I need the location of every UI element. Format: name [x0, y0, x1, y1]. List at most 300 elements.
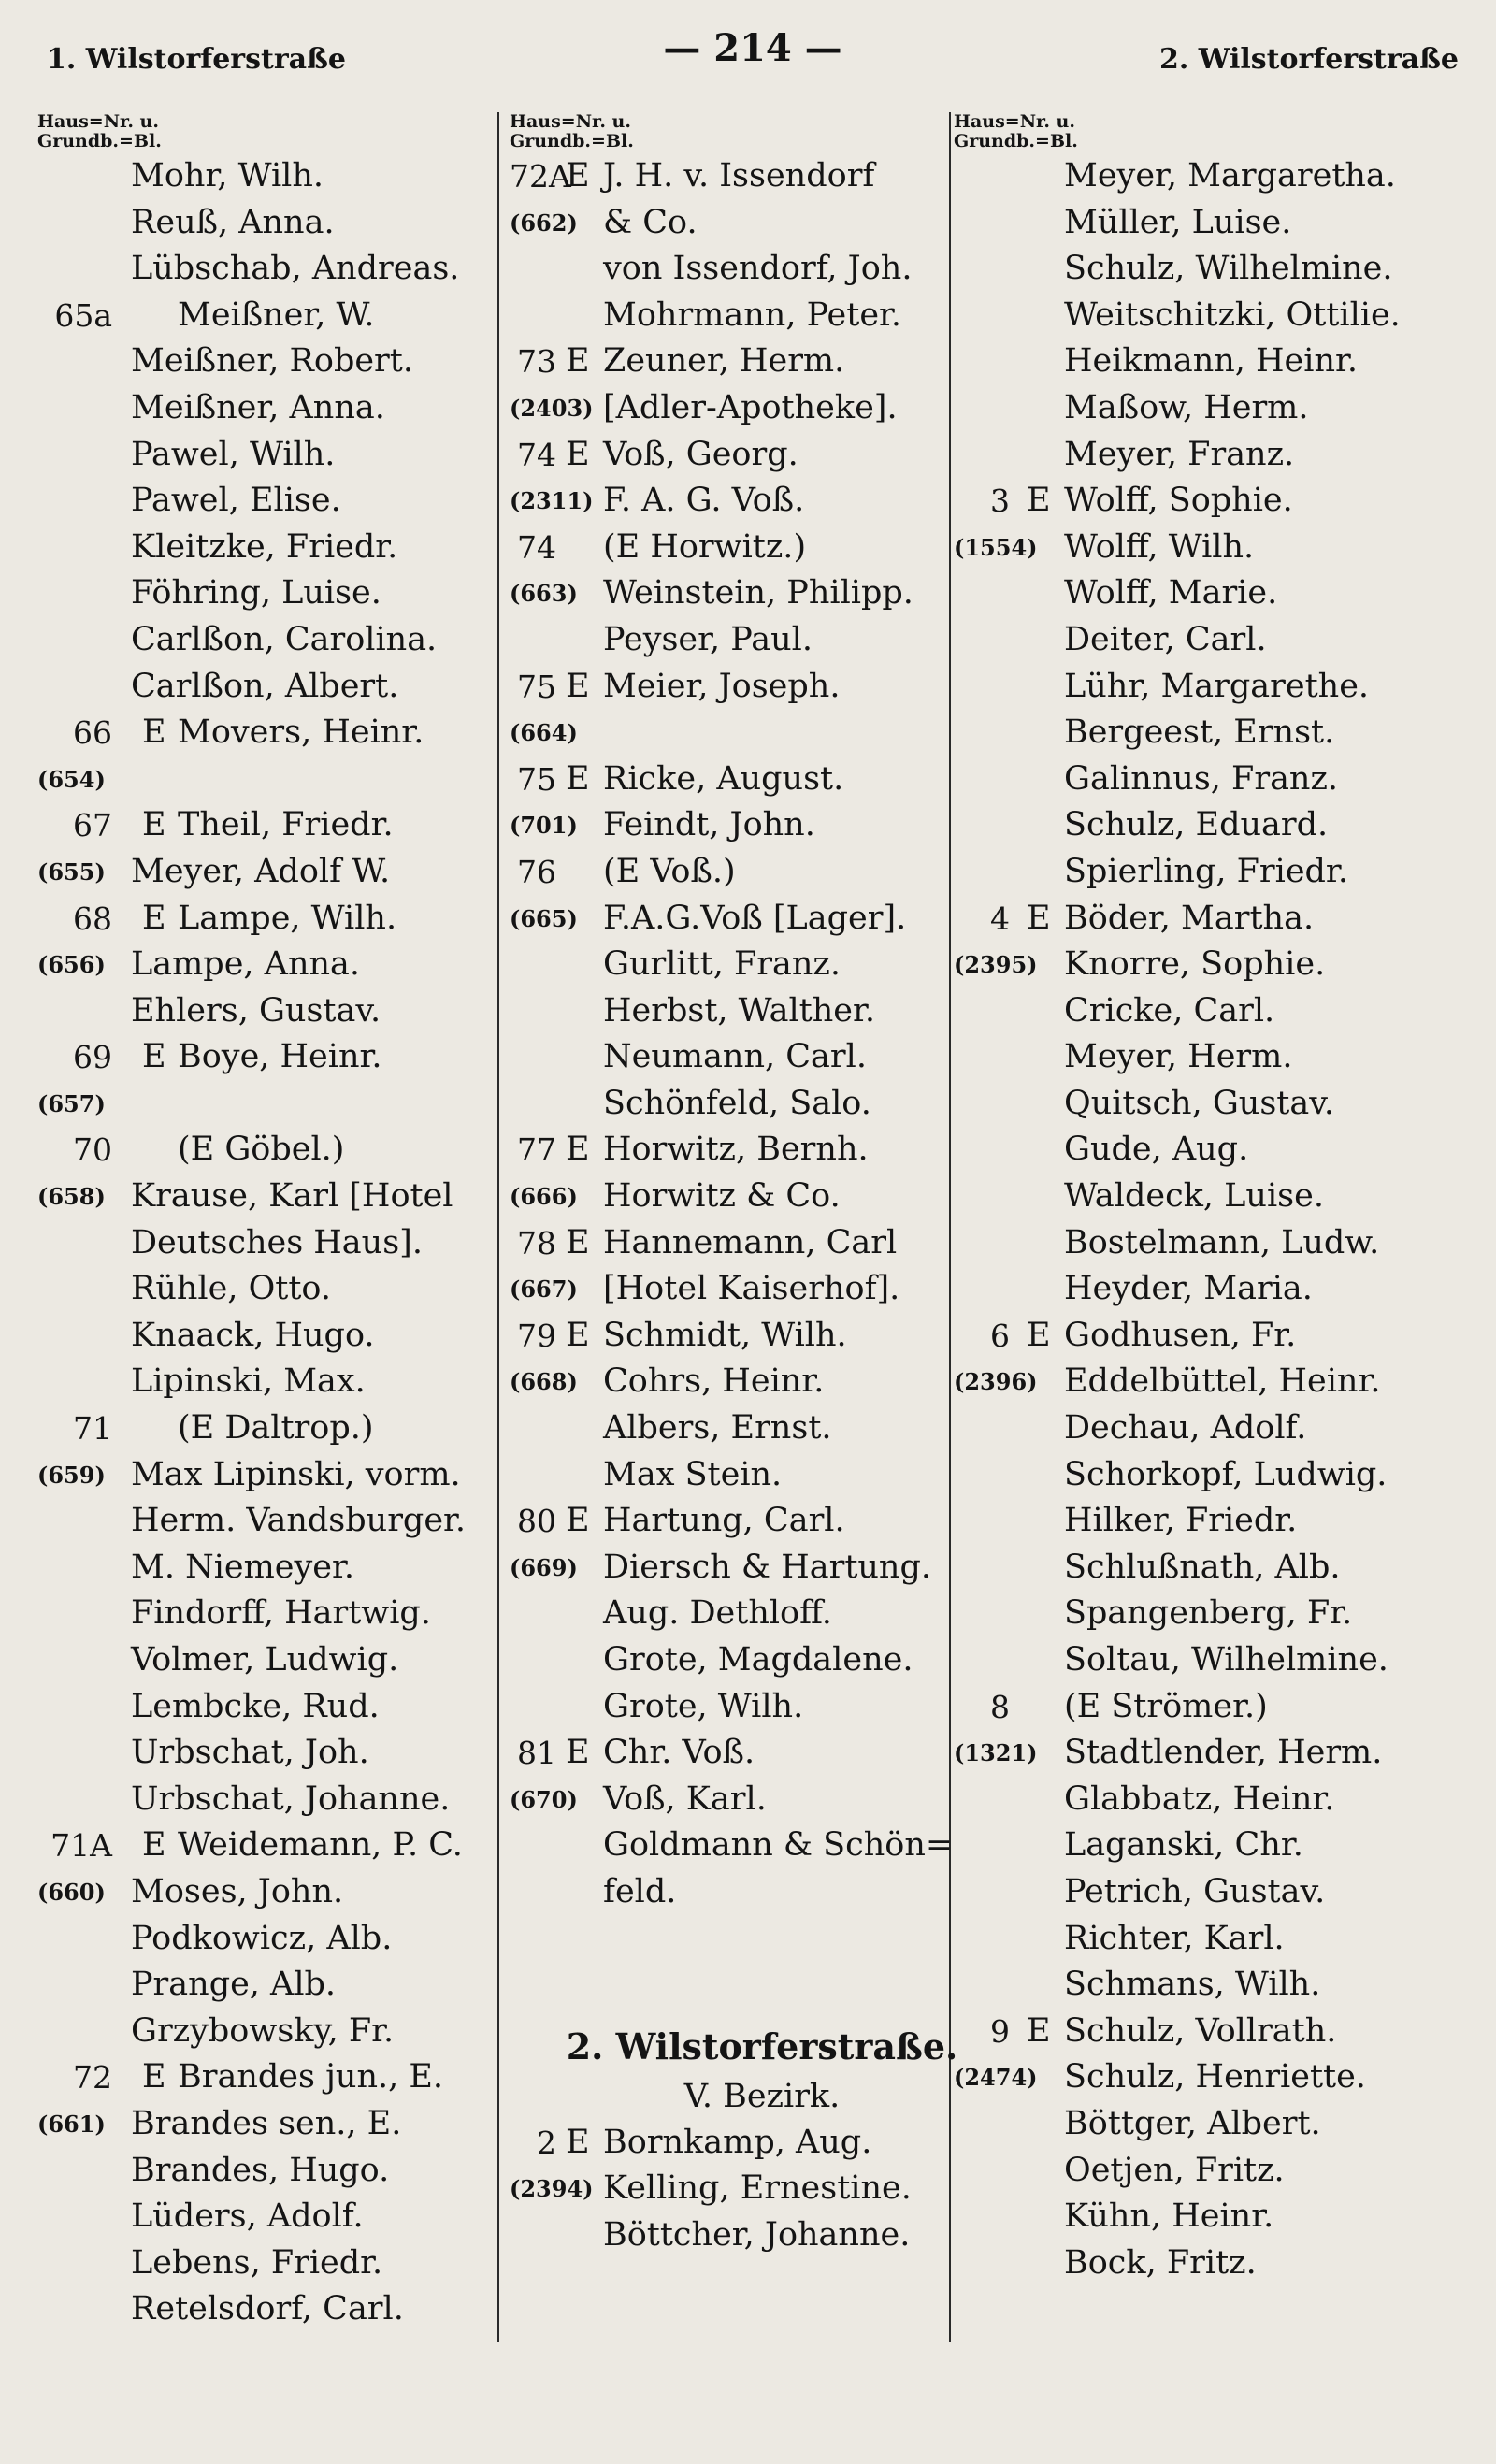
resident-name: Meißner, Robert. [131, 342, 413, 381]
owner-mark: E [142, 713, 166, 752]
resident-name: (E Göbel.) [178, 1131, 345, 1169]
directory-entry [954, 432, 1477, 479]
column-1 [37, 112, 505, 2333]
resident-name: Zeuner, Herm. [603, 342, 845, 381]
resident-name: Bornkamp, Aug. [603, 2123, 872, 2161]
directory-entry [37, 2241, 505, 2287]
resident-name: Petrich, Gustav. [1064, 1872, 1326, 1910]
resident-name: Urbschat, Joh. [131, 1734, 369, 1772]
resident-name: Schmans, Wilh. [1064, 1966, 1321, 2004]
resident-name: Grote, Magdalene. [603, 1641, 913, 1679]
directory-entry [37, 1081, 505, 1128]
owner-mark: E [1027, 482, 1051, 520]
spacer [510, 1916, 1014, 2021]
resident-name: Meißner, W. [178, 295, 375, 334]
resident-name: & Co. [603, 203, 698, 241]
resident-name: Peyser, Paul. [603, 620, 813, 658]
resident-name: Brandes sen., E. [131, 2104, 402, 2142]
directory-entry [37, 1034, 505, 1081]
owner-mark: E [142, 899, 166, 937]
resident-name: Carlßon, Albert. [131, 667, 399, 705]
directory-entry [954, 1777, 1477, 1823]
land-register-number: (666) [510, 1183, 578, 1211]
directory-entry [954, 339, 1477, 385]
resident-name: Wolff, Wilh. [1064, 527, 1255, 566]
resident-name: Meißner, Anna. [131, 388, 385, 426]
directory-entry [954, 1962, 1477, 2009]
resident-name: Pawel, Wilh. [131, 435, 336, 473]
directory-entry [510, 1359, 1014, 1405]
resident-name: Eddelbüttel, Heinr. [1064, 1362, 1381, 1401]
directory-entry [37, 1545, 505, 1592]
resident-name: Urbschat, Johanne. [131, 1780, 451, 1818]
directory-entry [510, 1452, 1014, 1499]
resident-name: Knaack, Hugo. [131, 1316, 375, 1354]
directory-entry [954, 293, 1477, 339]
directory-entry [37, 2101, 505, 2148]
directory-entry [37, 570, 505, 617]
directory-entry [954, 153, 1477, 200]
resident-name: Galinnus, Franz. [1064, 759, 1339, 798]
resident-name: Weitschitzki, Ottilie. [1064, 295, 1401, 334]
land-register-number: (2311) [510, 487, 594, 515]
resident-name: Herbst, Walther. [603, 991, 875, 1030]
house-number: 77 [517, 1131, 556, 1169]
directory-entry [954, 988, 1477, 1035]
owner-mark: E [566, 1734, 590, 1772]
house-number: 80 [517, 1503, 556, 1540]
directory-entry [37, 1591, 505, 1637]
directory-entry [510, 1313, 1014, 1360]
house-number: 2 [537, 2124, 556, 2161]
directory-entry [510, 664, 1014, 711]
owner-mark: E [566, 342, 590, 381]
directory-entry [954, 1916, 1477, 1963]
resident-name: Oetjen, Fritz. [1064, 2151, 1285, 2189]
land-register-number: (2395) [954, 951, 1038, 979]
directory-entry [37, 1684, 505, 1731]
directory-entry [954, 1823, 1477, 1869]
house-number: 75 [517, 668, 556, 705]
resident-name: Schulz, Eduard. [1064, 806, 1329, 844]
resident-name: Neumann, Carl. [603, 1038, 867, 1076]
owner-mark: E [566, 1502, 590, 1540]
resident-name: Prange, Alb. [131, 1966, 337, 2004]
column-2 [510, 112, 1014, 2258]
directory-entry [954, 942, 1477, 988]
land-register-number: (669) [510, 1553, 578, 1581]
directory-entry [510, 1174, 1014, 1220]
land-register-number: (665) [510, 904, 578, 932]
directory-entry [510, 293, 1014, 339]
resident-name: Kleitzke, Friedr. [131, 527, 398, 566]
resident-name: Schulz, Vollrath. [1064, 2011, 1337, 2050]
directory-entry [954, 664, 1477, 711]
house-number: 78 [517, 1224, 556, 1261]
directory-entry [954, 1034, 1477, 1081]
directory-entry [510, 432, 1014, 479]
resident-name: Weidemann, P. C. [178, 1826, 463, 1865]
resident-name: F.A.G.Voß [Lager]. [603, 899, 907, 937]
directory-entry [37, 802, 505, 849]
directory-entry [954, 2148, 1477, 2195]
directory-entry [954, 200, 1477, 247]
resident-name: Weinstein, Philipp. [603, 574, 913, 612]
resident-name: Heyder, Maria. [1064, 1270, 1313, 1308]
directory-entry [37, 432, 505, 479]
resident-name: Ricke, August. [603, 759, 844, 798]
directory-entry [37, 756, 505, 803]
resident-name: Böder, Martha. [1064, 899, 1315, 937]
resident-name: Albers, Ernst. [603, 1409, 832, 1448]
directory-entry [37, 246, 505, 293]
directory-entry [510, 246, 1014, 293]
directory-entry [954, 849, 1477, 896]
owner-mark: E [566, 1131, 590, 1169]
directory-entry [510, 988, 1014, 1035]
resident-name: Horwitz & Co. [603, 1177, 841, 1216]
resident-name: Chr. Voß. [603, 1734, 755, 1772]
resident-name: [Hotel Kaiserhof]. [603, 1270, 900, 1308]
land-register-number: (654) [37, 765, 106, 793]
directory-entry [954, 385, 1477, 432]
resident-name: Bock, Fritz. [1064, 2243, 1257, 2282]
directory-entry [37, 478, 505, 525]
resident-name: Mohr, Wilh. [131, 157, 324, 195]
resident-name: Cohrs, Heinr. [603, 1362, 825, 1401]
owner-mark: E [566, 1316, 590, 1354]
resident-name: Meyer, Herm. [1064, 1038, 1293, 1076]
resident-name: Lembcke, Rud. [131, 1687, 380, 1725]
resident-name: Hartung, Carl. [603, 1502, 845, 1540]
directory-entry [510, 1498, 1014, 1545]
owner-mark: E [566, 157, 590, 195]
directory-entry [37, 664, 505, 711]
land-register-number: (701) [510, 812, 578, 840]
resident-name: Schulz, Henriette. [1064, 2058, 1366, 2097]
column-heading [954, 112, 1477, 151]
resident-name: Waldeck, Luise. [1064, 1177, 1324, 1216]
directory-entry [954, 1174, 1477, 1220]
directory-entry [37, 1916, 505, 1963]
land-register-number: (2394) [510, 2175, 594, 2203]
resident-name: Herm. Vandsburger. [131, 1502, 467, 1540]
directory-entry [37, 849, 505, 896]
directory-entry [510, 525, 1014, 571]
directory-entry [510, 802, 1014, 849]
owner-mark: E [142, 1826, 166, 1865]
resident-name: Stadtlender, Herm. [1064, 1734, 1383, 1772]
resident-name: Movers, Heinr. [178, 713, 424, 752]
resident-name: F. A. G. Voß. [603, 482, 805, 520]
house-number: 71 [73, 1410, 112, 1448]
land-register-number: (2396) [954, 1368, 1038, 1396]
directory-entry [954, 802, 1477, 849]
land-register-number: (1554) [954, 533, 1038, 561]
resident-name: (E Daltrop.) [178, 1409, 374, 1448]
column-heading-line: Grundb.=Bl. [954, 131, 1078, 151]
resident-name: Ehlers, Gustav. [131, 991, 381, 1030]
resident-name: Feindt, John. [603, 806, 815, 844]
directory-entry [510, 1730, 1014, 1777]
house-number: 68 [73, 900, 112, 937]
directory-entry [37, 1313, 505, 1360]
owner-mark: E [1027, 2011, 1051, 2050]
house-number: 9 [990, 2012, 1010, 2050]
directory-entry [37, 1498, 505, 1545]
resident-name: Brandes, Hugo. [131, 2151, 390, 2189]
resident-name: Lühr, Margarethe. [1064, 667, 1370, 705]
house-number: 74 [517, 528, 556, 566]
resident-name: Böttger, Albert. [1064, 2104, 1321, 2142]
directory-entry [510, 2212, 1014, 2259]
resident-name: Meyer, Margaretha. [1064, 157, 1396, 195]
directory-entry [37, 1637, 505, 1684]
directory-entry [510, 1034, 1014, 1081]
resident-name: Findorff, Hartwig. [131, 1594, 431, 1633]
resident-name: [Adler-Apotheke]. [603, 388, 898, 426]
section-title: 2. Wilstorferstraße. [566, 2025, 958, 2068]
resident-name: Podkowicz, Alb. [131, 1919, 393, 1957]
directory-entry [510, 1777, 1014, 1823]
resident-name: Lampe, Anna. [131, 945, 361, 984]
directory-entry [37, 1452, 505, 1499]
resident-name: (E Horwitz.) [603, 527, 807, 566]
land-register-number: (668) [510, 1368, 578, 1396]
resident-name: Max Stein. [603, 1455, 783, 1493]
land-register-number: (658) [37, 1183, 106, 1211]
directory-entry [510, 896, 1014, 943]
directory-entry [954, 710, 1477, 756]
resident-name: Rühle, Otto. [131, 1270, 331, 1308]
resident-name: Brandes jun., E. [178, 2058, 444, 2097]
column-heading-line: Grundb.=Bl. [510, 131, 634, 151]
resident-name: Goldmann & Schön= [603, 1826, 954, 1865]
resident-name: Lübschab, Andreas. [131, 250, 460, 288]
resident-name: Quitsch, Gustav. [1064, 1084, 1334, 1122]
house-number: 81 [517, 1735, 556, 1772]
directory-entry [510, 200, 1014, 247]
resident-name: Schlußnath, Alb. [1064, 1548, 1341, 1586]
directory-entry [954, 1266, 1477, 1313]
resident-name: Bostelmann, Ludw. [1064, 1223, 1380, 1261]
directory-entry [37, 1869, 505, 1916]
resident-name: Meier, Joseph. [603, 667, 841, 705]
resident-name: Bergeest, Ernst. [1064, 713, 1335, 752]
column-heading-line: Haus=Nr. u. [954, 111, 1075, 132]
owner-mark: E [1027, 1316, 1051, 1354]
resident-name: Wolff, Marie. [1064, 574, 1278, 612]
directory-entry [954, 756, 1477, 803]
resident-name: Reuß, Anna. [131, 203, 335, 241]
resident-name: Lipinski, Max. [131, 1362, 366, 1401]
land-register-number: (1321) [954, 1739, 1038, 1767]
land-register-number: (664) [510, 719, 578, 747]
directory-entry [510, 1823, 1014, 1869]
header-left-street: 1. Wilstorferstraße [47, 43, 346, 76]
entries [954, 153, 1477, 2286]
directory-entry [510, 1266, 1014, 1313]
owner-mark: E [142, 2058, 166, 2097]
resident-name: (E Voß.) [603, 852, 736, 890]
column-heading [37, 112, 505, 151]
directory-entry [510, 1591, 1014, 1637]
house-number: 73 [517, 343, 556, 381]
resident-name: Schmidt, Wilh. [603, 1316, 847, 1354]
house-number: 65a [54, 296, 112, 334]
resident-name: Spangenberg, Fr. [1064, 1594, 1353, 1633]
resident-name: Gude, Aug. [1064, 1131, 1249, 1169]
resident-name: Heikmann, Heinr. [1064, 342, 1359, 381]
directory-entry [37, 2286, 505, 2333]
resident-name: Laganski, Chr. [1064, 1826, 1303, 1865]
resident-name: Godhusen, Fr. [1064, 1316, 1297, 1354]
resident-name: Schorkopf, Ludwig. [1064, 1455, 1388, 1493]
directory-entry [510, 478, 1014, 525]
directory-entry [510, 1405, 1014, 1452]
resident-name: Grote, Wilh. [603, 1687, 804, 1725]
directory-entry [510, 1545, 1014, 1592]
resident-name: Hilker, Friedr. [1064, 1502, 1298, 1540]
land-register-number: (662) [510, 209, 578, 237]
resident-name: Mohrmann, Peter. [603, 295, 902, 334]
resident-name: Pawel, Elise. [131, 482, 341, 520]
directory-entry [954, 1869, 1477, 1916]
resident-name: Cricke, Carl. [1064, 991, 1275, 1030]
directory-entry [37, 2148, 505, 2195]
land-register-number: (661) [37, 2110, 106, 2138]
resident-name: Föhring, Luise. [131, 574, 381, 612]
directory-entry [37, 1220, 505, 1267]
resident-name: Spierling, Friedr. [1064, 852, 1348, 890]
page-header [47, 17, 1459, 76]
column-heading-line: Grundb.=Bl. [37, 131, 162, 151]
directory-entry [954, 246, 1477, 293]
resident-name: Kelling, Ernestine. [603, 2169, 912, 2208]
directory-entry [954, 2054, 1477, 2101]
resident-name: J. H. v. Issendorf [603, 157, 875, 195]
header-right-street: 2. Wilstorferstraße [1159, 43, 1459, 76]
directory-entry [510, 1127, 1014, 1174]
directory-entry [954, 2009, 1477, 2055]
directory-entry [954, 617, 1477, 664]
directory-entry [954, 1545, 1477, 1592]
directory-entry [954, 1081, 1477, 1128]
owner-mark: E [566, 435, 590, 473]
resident-name: Grzybowsky, Fr. [131, 2011, 395, 2050]
house-number: 8 [990, 1688, 1010, 1725]
directory-entry [510, 570, 1014, 617]
resident-name: Lampe, Wilh. [178, 899, 397, 937]
resident-name: Müller, Luise. [1064, 203, 1292, 241]
directory-entry [37, 1405, 505, 1452]
house-number: 70 [73, 1131, 112, 1169]
house-number: 75 [517, 760, 556, 798]
entries [510, 153, 1014, 1916]
resident-name: Maßow, Herm. [1064, 388, 1309, 426]
resident-name: Volmer, Ludwig. [131, 1641, 399, 1679]
owner-mark: E [566, 2123, 590, 2161]
directory-entry [37, 617, 505, 664]
directory-entry [37, 200, 505, 247]
house-number: 76 [517, 853, 556, 890]
directory-entry [510, 942, 1014, 988]
resident-name: Schönfeld, Salo. [603, 1084, 871, 1122]
directory-entry [37, 1127, 505, 1174]
house-number: 72A [510, 158, 571, 195]
resident-name: Moses, John. [131, 1872, 344, 1910]
resident-name: Schulz, Wilhelmine. [1064, 250, 1393, 288]
directory-entry [954, 2101, 1477, 2148]
resident-name: Diersch & Hartung. [603, 1548, 932, 1586]
land-register-number: (2474) [954, 2064, 1038, 2092]
resident-name: Dechau, Adolf. [1064, 1409, 1307, 1448]
column-heading-line: Haus=Nr. u. [37, 111, 159, 132]
directory-entry [37, 385, 505, 432]
resident-name: Lebens, Friedr. [131, 2243, 383, 2282]
column-heading-line: Haus=Nr. u. [510, 111, 631, 132]
directory-entry [37, 293, 505, 339]
resident-name: Theil, Friedr. [178, 806, 394, 844]
directory-entry [37, 1359, 505, 1405]
directory-entry [510, 385, 1014, 432]
directory-entry [954, 1730, 1477, 1777]
page-number: — 214 — [663, 26, 842, 70]
land-register-number: (656) [37, 951, 106, 979]
resident-name: Retelsdorf, Carl. [131, 2290, 404, 2328]
directory-entry [37, 2009, 505, 2055]
owner-mark: E [566, 759, 590, 798]
land-register-number: (667) [510, 1275, 578, 1304]
entries [510, 2120, 1014, 2259]
directory-entry [954, 2241, 1477, 2287]
house-number: 72 [73, 2059, 112, 2097]
directory-entry [510, 339, 1014, 385]
land-register-number: (660) [37, 1878, 106, 1906]
directory-entry [37, 988, 505, 1035]
resident-name: Deiter, Carl. [1064, 620, 1267, 658]
directory-entry [510, 849, 1014, 896]
directory-entry [954, 1637, 1477, 1684]
resident-name: feld. [603, 1872, 677, 1910]
land-register-number: (657) [37, 1089, 106, 1117]
directory-entry [954, 570, 1477, 617]
resident-name: Richter, Karl. [1064, 1919, 1285, 1957]
resident-name: Deutsches Haus]. [131, 1223, 423, 1261]
resident-name: Krause, Karl [Hotel [131, 1177, 453, 1216]
directory-entry [510, 1637, 1014, 1684]
house-number: 66 [73, 714, 112, 752]
directory-entry [37, 1174, 505, 1220]
resident-name: Max Lipinski, vorm. [131, 1455, 461, 1493]
resident-name: Voß, Karl. [603, 1780, 767, 1818]
directory-entry [954, 1127, 1477, 1174]
directory-entry [954, 478, 1477, 525]
resident-name: Voß, Georg. [603, 435, 798, 473]
directory-entry [37, 1962, 505, 2009]
resident-name: Horwitz, Bernh. [603, 1131, 869, 1169]
land-register-number: (2403) [510, 394, 594, 422]
directory-entry [37, 1266, 505, 1313]
directory-entry [954, 525, 1477, 571]
directory-entry [954, 1220, 1477, 1267]
column-heading [510, 112, 1014, 151]
directory-entry [510, 1684, 1014, 1731]
resident-name: Lüders, Adolf. [131, 2197, 364, 2236]
resident-name: Aug. Dethloff. [603, 1594, 832, 1633]
house-number: 71A [50, 1827, 112, 1865]
owner-mark: E [142, 806, 166, 844]
